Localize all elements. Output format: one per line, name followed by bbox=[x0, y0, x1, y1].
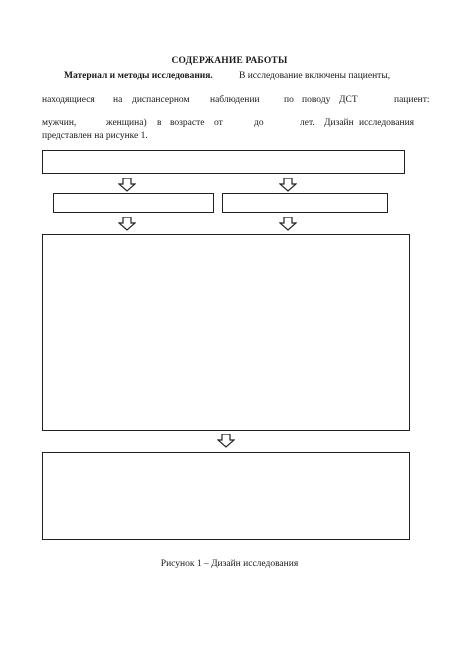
word: Дизайн bbox=[324, 118, 354, 128]
word: от bbox=[214, 118, 223, 128]
word: исследования bbox=[359, 118, 415, 128]
down-arrow-icon bbox=[279, 217, 297, 231]
word: в bbox=[157, 118, 162, 128]
paragraph-line-1 bbox=[42, 71, 416, 83]
flowchart-top-box bbox=[42, 150, 405, 174]
down-arrow-icon bbox=[118, 178, 136, 192]
flowchart-bottom-box bbox=[42, 452, 410, 540]
word: диспансерном bbox=[132, 95, 190, 105]
flowchart-middle-box bbox=[42, 234, 410, 431]
down-arrow-icon bbox=[279, 178, 297, 192]
word: наблюдении bbox=[210, 95, 260, 105]
down-arrow-icon bbox=[118, 217, 136, 231]
paragraph-line-3 bbox=[42, 118, 416, 130]
paragraph-line-4 bbox=[42, 131, 416, 143]
down-arrow-icon bbox=[217, 434, 235, 448]
word: на bbox=[113, 95, 123, 105]
figure-caption: Рисунок 1 – Дизайн исследования bbox=[160, 559, 299, 569]
paragraph-lead-bold: Материал и методы исследования. bbox=[64, 71, 213, 81]
word: по bbox=[284, 95, 294, 105]
paragraph-line-2 bbox=[42, 95, 430, 107]
word: лет. bbox=[300, 118, 315, 128]
flowchart-left-box bbox=[53, 193, 214, 213]
flowchart-right-box bbox=[222, 193, 388, 213]
word: до bbox=[254, 118, 264, 128]
paragraph-line1-text: В исследование включены пациенты, bbox=[239, 71, 391, 81]
paragraph-line4-text: представлен на рисунке 1. bbox=[42, 131, 148, 141]
word: пациент: bbox=[394, 95, 430, 105]
word: возрасте bbox=[170, 118, 205, 128]
word: находящиеся bbox=[42, 95, 95, 105]
word: поводу bbox=[302, 95, 331, 105]
section-heading: СОДЕРЖАНИЕ РАБОТЫ bbox=[171, 56, 288, 66]
word: женщина) bbox=[106, 118, 147, 128]
word: ДСТ bbox=[339, 95, 358, 105]
word: мужчин, bbox=[42, 118, 77, 128]
